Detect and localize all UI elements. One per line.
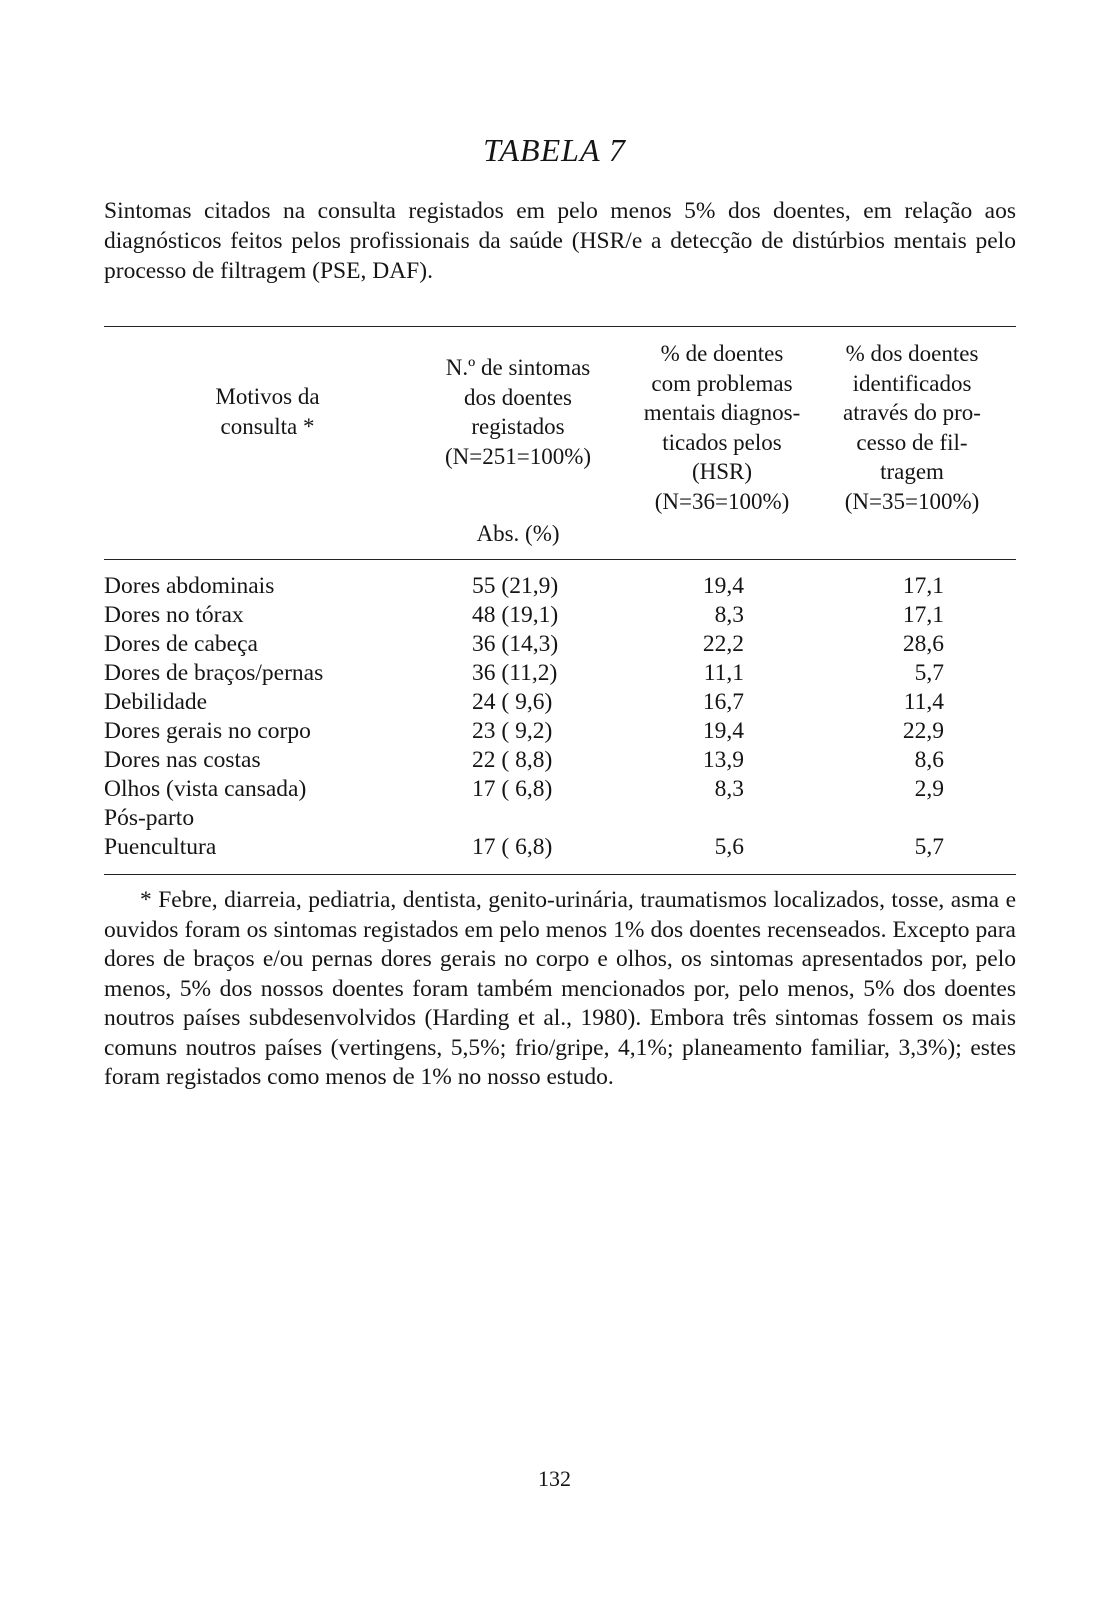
cell-hsr: 22,2 [702,631,744,657]
table-row [104,833,1016,862]
cell-abs: 17 ( 6,8) [472,776,553,802]
cell-pse: 5,7 [914,660,944,686]
header-line: (N=36=100%) [654,488,790,514]
cell-motive: Puencultura [104,834,217,860]
header-line: consulta * [220,413,315,439]
table-body [104,572,1016,862]
header-line: (N=35=100%) [844,488,980,514]
cell-abs: 48 (19,1) [472,602,559,628]
cell-pse: 11,4 [903,689,944,715]
cell-motive: Pós-parto [104,805,195,831]
cell-hsr: 8,3 [714,776,744,802]
header-line: registados [471,414,565,439]
cell-hsr: 19,4 [702,573,744,599]
header-line: N.º de sintomas [445,355,591,380]
cell-abs: 36 (11,2) [472,660,558,686]
cell-motive: Dores de braços/pernas [104,660,324,686]
cell-abs: 36 (14,3) [472,631,559,657]
cell-motive: Dores gerais no corpo [104,718,311,744]
cell-hsr: 13,9 [702,747,744,773]
cell-pse: 2,9 [914,776,944,802]
table-row [104,804,1016,833]
table-row [104,717,1016,746]
header-motives [150,382,385,441]
header-pse [812,339,1012,516]
cell-pse: 8,6 [914,747,944,773]
table-caption: Sintomas citados na consulta registados em pelo menos 5% dos doentes, em relação aos diagnósticos feitos pelos profissionais da saúde (HSR/e a detecção de distúrbios mentais pelo processo de filtragem (PSE, DAF). [104,198,1016,284]
header-hsr [622,339,822,516]
header-line: identificados [852,370,972,396]
table-row [104,601,1016,630]
table-row [104,775,1016,804]
cell-abs: 17 ( 6,8) [472,834,553,860]
cell-hsr: 19,4 [702,718,744,744]
header-line: com problemas [651,370,793,396]
table-row [104,630,1016,659]
cell-motive: Dores de cabeça [104,631,258,657]
cell-abs: 23 ( 9,2) [472,718,553,744]
header-abs-pct: Abs. (%) [476,521,560,546]
cell-motive: Olhos (vista cansada) [104,776,307,802]
cell-hsr: 8,3 [714,602,744,628]
table-row [104,746,1016,775]
table-footnote: * Febre, diarreia, pediatria, dentista, genito-urinária, traumatismos localizados, tosse, asma e ouvidos foram os sintomas registados em pelo menos 1% dos doentes recenseados. Excepto para dores de braços e/ou pernas dores gerais no corpo e olhos, os sintomas apresentados por, pelo menos, 5% dos nossos doentes foram também mencionados por, pelo menos, 5% dos doentes noutros países subdesenvolvidos (Harding et al., 1980). Embora três sintomas fossem os mais comuns noutros países (vertingens, 5,5%; frio/gripe, 4,1%; planeamento familiar, 3,3%); estes foram registados como menos de 1% no nosso estudo. [104,887,1016,1090]
header-line: (N=251=100%) [444,443,592,469]
header-line: % dos doentes [845,341,979,366]
page-number: 132 [538,1466,571,1491]
cell-abs: 55 (21,9) [472,573,559,599]
cell-pse: 5,7 [914,834,944,860]
header-line: dos doentes [464,384,572,410]
table-top-rule [104,326,1016,327]
header-line: Motivos da [215,384,320,409]
header-line: ticados pelos [662,429,782,455]
cell-pse: 22,9 [902,718,944,744]
cell-pse: 17,1 [902,602,944,628]
cell-motive: Dores nas costas [104,747,261,773]
cell-abs: 24 ( 9,6) [472,689,553,715]
table-row [104,688,1016,717]
table-header-rule [104,559,1016,560]
cell-pse: 17,1 [902,573,944,599]
cell-hsr: 11,1 [703,660,744,686]
cell-motive: Dores abdominais [104,573,275,599]
cell-motive: Dores no tórax [104,602,244,628]
cell-hsr: 5,6 [714,834,744,860]
table-row [104,659,1016,688]
header-symptoms [418,353,618,471]
cell-motive: Debilidade [104,689,208,715]
header-line: tragem [880,459,944,484]
header-line: mentais diagnos- [643,400,801,425]
table-row [104,572,1016,601]
header-line: cesso de fil- [856,429,968,455]
cell-pse: 28,6 [902,631,944,657]
header-line: através do pro- [843,400,981,425]
header-line: (HSR) [691,459,753,484]
header-line: % de doentes [660,341,784,366]
cell-abs: 22 ( 8,8) [472,747,553,773]
cell-hsr: 16,7 [702,689,744,715]
table-title: TABELA 7 [483,132,626,168]
table-bottom-rule [104,874,1016,875]
